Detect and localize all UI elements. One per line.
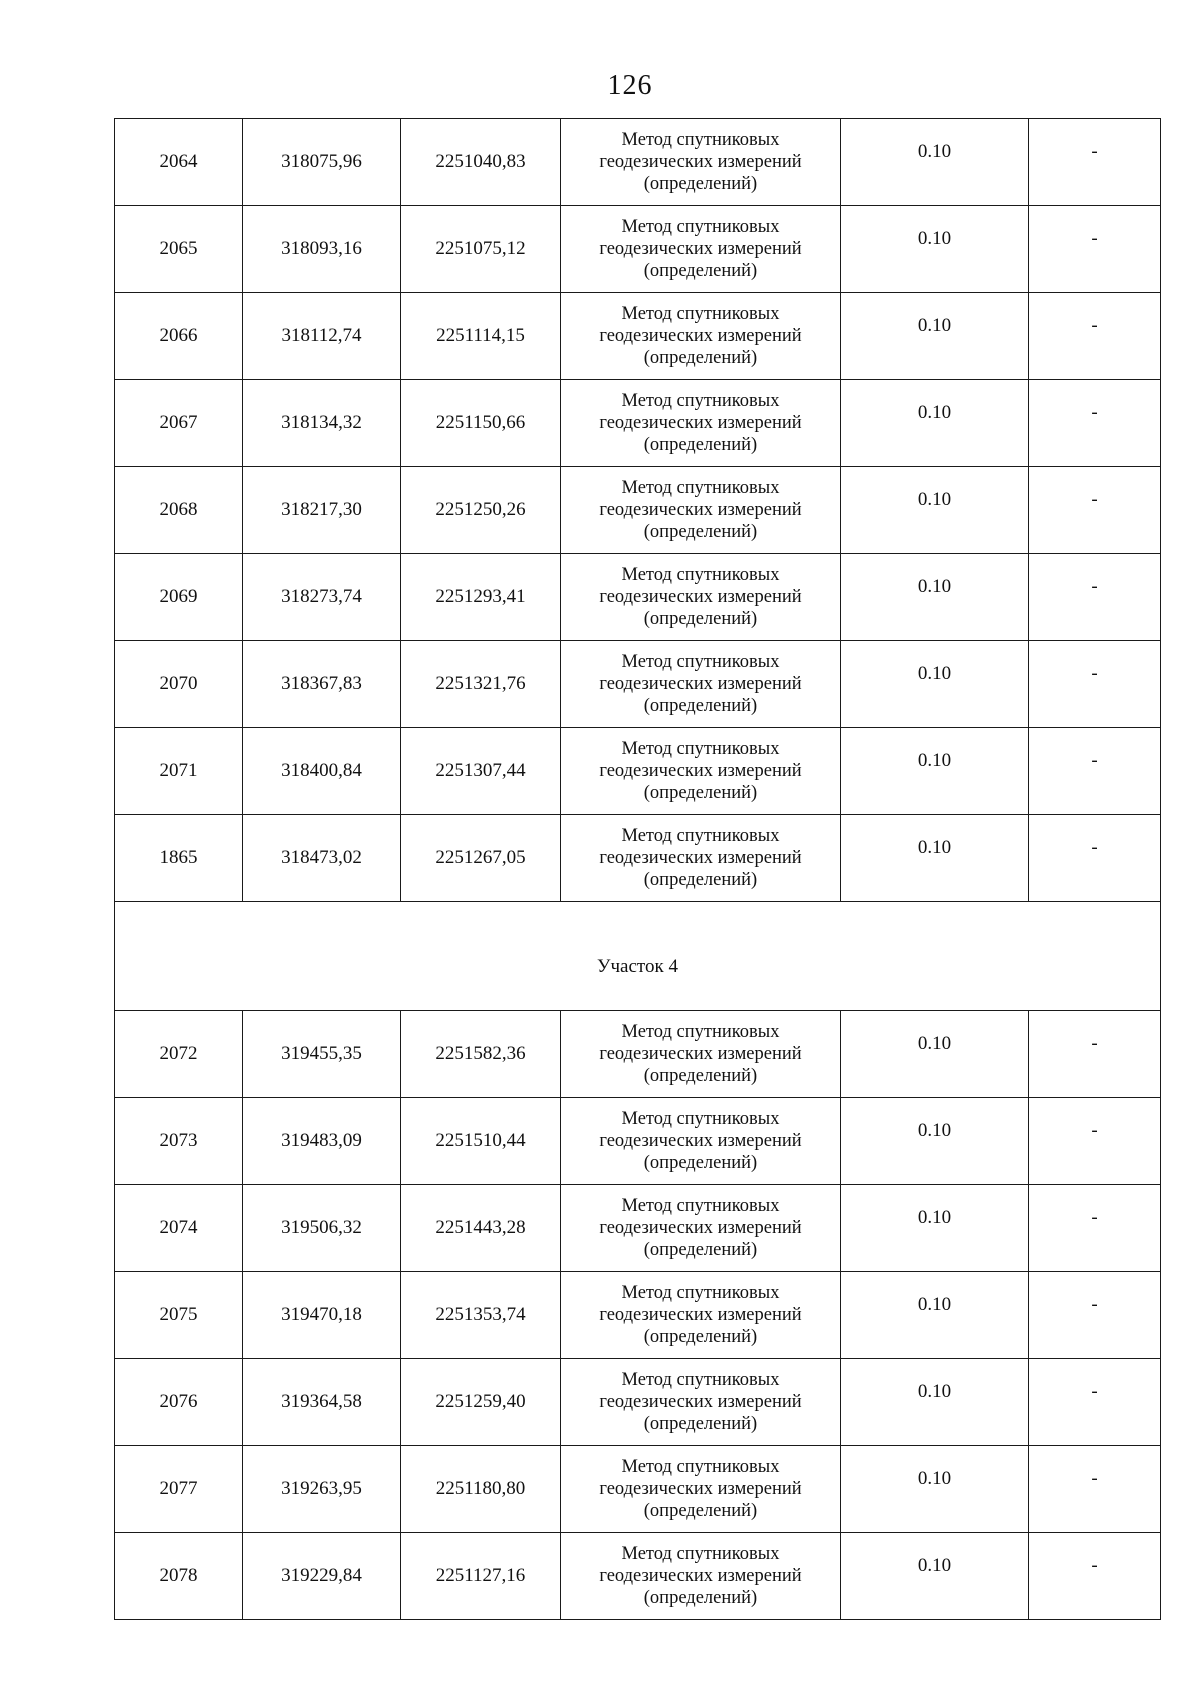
note-value: - bbox=[1091, 1207, 1098, 1228]
note-value: - bbox=[1091, 315, 1098, 336]
point-number: 2065 bbox=[115, 206, 243, 293]
point-number: 2071 bbox=[115, 728, 243, 815]
section-row bbox=[115, 902, 1161, 1011]
note-cell bbox=[1029, 1272, 1161, 1359]
note-value: - bbox=[1091, 1120, 1098, 1141]
note-value: - bbox=[1091, 1555, 1098, 1576]
section-title: Участок 4 bbox=[115, 902, 1161, 1011]
method-line: Метод спутниковых bbox=[621, 565, 780, 585]
table-row bbox=[115, 641, 1161, 728]
coord-x: 318093,16 bbox=[243, 206, 401, 293]
method-line: Метод спутниковых bbox=[621, 826, 780, 846]
method-cell bbox=[561, 1533, 841, 1620]
accuracy-value: 0.10 bbox=[917, 1555, 952, 1576]
method-line: (определений) bbox=[643, 1153, 758, 1173]
accuracy-cell bbox=[841, 380, 1029, 467]
method-line: (определений) bbox=[643, 1066, 758, 1086]
method-line: (определений) bbox=[643, 609, 758, 629]
point-number: 2068 bbox=[115, 467, 243, 554]
coord-x: 319229,84 bbox=[243, 1533, 401, 1620]
coord-x: 318273,74 bbox=[243, 554, 401, 641]
accuracy-value: 0.10 bbox=[917, 1207, 952, 1228]
method-cell bbox=[561, 1185, 841, 1272]
coord-y: 2251307,44 bbox=[401, 728, 561, 815]
coordinates-table bbox=[114, 118, 1161, 1620]
note-cell bbox=[1029, 293, 1161, 380]
coord-x: 319263,95 bbox=[243, 1446, 401, 1533]
accuracy-value: 0.10 bbox=[917, 141, 952, 162]
accuracy-cell bbox=[841, 1533, 1029, 1620]
method-line: геодезических измерений bbox=[599, 848, 802, 868]
accuracy-value: 0.10 bbox=[917, 837, 952, 858]
table-row bbox=[115, 380, 1161, 467]
accuracy-value: 0.10 bbox=[917, 402, 952, 423]
note-cell bbox=[1029, 119, 1161, 206]
method-cell bbox=[561, 1446, 841, 1533]
coord-y: 2251267,05 bbox=[401, 815, 561, 902]
method-line: геодезических измерений bbox=[599, 1566, 802, 1586]
accuracy-cell bbox=[841, 206, 1029, 293]
coord-y: 2251127,16 bbox=[401, 1533, 561, 1620]
accuracy-cell bbox=[841, 1359, 1029, 1446]
method-cell bbox=[561, 1272, 841, 1359]
coord-x: 319470,18 bbox=[243, 1272, 401, 1359]
method-line: (определений) bbox=[643, 1588, 758, 1608]
method-line: геодезических измерений bbox=[599, 1305, 802, 1325]
method-cell bbox=[561, 293, 841, 380]
note-cell bbox=[1029, 1446, 1161, 1533]
accuracy-cell bbox=[841, 467, 1029, 554]
method-line: геодезических измерений bbox=[599, 413, 802, 433]
note-value: - bbox=[1091, 1033, 1098, 1054]
coord-y: 2251114,15 bbox=[401, 293, 561, 380]
method-cell bbox=[561, 641, 841, 728]
method-line: (определений) bbox=[643, 696, 758, 716]
accuracy-value: 0.10 bbox=[917, 1381, 952, 1402]
point-number: 2069 bbox=[115, 554, 243, 641]
method-line: (определений) bbox=[643, 1414, 758, 1434]
point-number: 1865 bbox=[115, 815, 243, 902]
note-value: - bbox=[1091, 402, 1098, 423]
point-number: 2073 bbox=[115, 1098, 243, 1185]
table-row bbox=[115, 554, 1161, 641]
method-line: Метод спутниковых bbox=[621, 652, 780, 672]
accuracy-value: 0.10 bbox=[917, 750, 952, 771]
coord-y: 2251150,66 bbox=[401, 380, 561, 467]
note-cell bbox=[1029, 467, 1161, 554]
point-number: 2075 bbox=[115, 1272, 243, 1359]
method-cell bbox=[561, 1098, 841, 1185]
note-cell bbox=[1029, 554, 1161, 641]
note-cell bbox=[1029, 815, 1161, 902]
table-row bbox=[115, 1533, 1161, 1620]
coord-x: 318075,96 bbox=[243, 119, 401, 206]
table-row bbox=[115, 728, 1161, 815]
coord-y: 2251040,83 bbox=[401, 119, 561, 206]
note-cell bbox=[1029, 380, 1161, 467]
coord-x: 318367,83 bbox=[243, 641, 401, 728]
note-cell bbox=[1029, 1098, 1161, 1185]
method-line: (определений) bbox=[643, 1240, 758, 1260]
coord-x: 318217,30 bbox=[243, 467, 401, 554]
method-line: геодезических измерений bbox=[599, 1392, 802, 1412]
accuracy-cell bbox=[841, 1272, 1029, 1359]
accuracy-cell bbox=[841, 119, 1029, 206]
method-line: геодезических измерений bbox=[599, 326, 802, 346]
method-line: Метод спутниковых bbox=[621, 478, 780, 498]
method-line: геодезических измерений bbox=[599, 761, 802, 781]
method-line: (определений) bbox=[643, 174, 758, 194]
method-line: Метод спутниковых bbox=[621, 391, 780, 411]
accuracy-cell bbox=[841, 554, 1029, 641]
accuracy-cell bbox=[841, 728, 1029, 815]
accuracy-value: 0.10 bbox=[917, 1468, 952, 1489]
coord-y: 2251353,74 bbox=[401, 1272, 561, 1359]
method-line: геодезических измерений bbox=[599, 1044, 802, 1064]
table-row bbox=[115, 467, 1161, 554]
page-number: 126 bbox=[607, 70, 653, 101]
accuracy-cell bbox=[841, 641, 1029, 728]
point-number: 2066 bbox=[115, 293, 243, 380]
note-value: - bbox=[1091, 663, 1098, 684]
method-line: (определений) bbox=[643, 783, 758, 803]
note-value: - bbox=[1091, 1468, 1098, 1489]
coord-y: 2251582,36 bbox=[401, 1011, 561, 1098]
method-line: геодезических измерений bbox=[599, 239, 802, 259]
method-cell bbox=[561, 380, 841, 467]
note-cell bbox=[1029, 1011, 1161, 1098]
coord-y: 2251250,26 bbox=[401, 467, 561, 554]
note-value: - bbox=[1091, 489, 1098, 510]
coord-x: 318134,32 bbox=[243, 380, 401, 467]
coord-x: 319455,35 bbox=[243, 1011, 401, 1098]
method-cell bbox=[561, 119, 841, 206]
method-line: (определений) bbox=[643, 261, 758, 281]
method-line: геодезических измерений bbox=[599, 1218, 802, 1238]
point-number: 2078 bbox=[115, 1533, 243, 1620]
accuracy-value: 0.10 bbox=[917, 228, 952, 249]
note-cell bbox=[1029, 1185, 1161, 1272]
coord-x: 319364,58 bbox=[243, 1359, 401, 1446]
point-number: 2067 bbox=[115, 380, 243, 467]
method-line: (определений) bbox=[643, 1501, 758, 1521]
method-line: Метод спутниковых bbox=[621, 1283, 780, 1303]
method-cell bbox=[561, 467, 841, 554]
method-line: Метод спутниковых bbox=[621, 1457, 780, 1477]
method-line: Метод спутниковых bbox=[621, 739, 780, 759]
note-value: - bbox=[1091, 1294, 1098, 1315]
method-line: (определений) bbox=[643, 348, 758, 368]
method-line: Метод спутниковых bbox=[621, 130, 780, 150]
method-line: Метод спутниковых bbox=[621, 1544, 780, 1564]
accuracy-cell bbox=[841, 815, 1029, 902]
coord-y: 2251510,44 bbox=[401, 1098, 561, 1185]
coord-x: 318473,02 bbox=[243, 815, 401, 902]
note-cell bbox=[1029, 1533, 1161, 1620]
note-cell bbox=[1029, 728, 1161, 815]
note-cell bbox=[1029, 206, 1161, 293]
method-cell bbox=[561, 1011, 841, 1098]
table-row bbox=[115, 1185, 1161, 1272]
method-line: Метод спутниковых bbox=[621, 1196, 780, 1216]
accuracy-value: 0.10 bbox=[917, 315, 952, 336]
table-row bbox=[115, 1359, 1161, 1446]
point-number: 2070 bbox=[115, 641, 243, 728]
point-number: 2072 bbox=[115, 1011, 243, 1098]
accuracy-cell bbox=[841, 1098, 1029, 1185]
point-number: 2064 bbox=[115, 119, 243, 206]
note-value: - bbox=[1091, 750, 1098, 771]
accuracy-value: 0.10 bbox=[917, 1294, 952, 1315]
method-line: Метод спутниковых bbox=[621, 217, 780, 237]
table-row bbox=[115, 1272, 1161, 1359]
coord-y: 2251259,40 bbox=[401, 1359, 561, 1446]
method-cell bbox=[561, 815, 841, 902]
accuracy-value: 0.10 bbox=[917, 663, 952, 684]
note-value: - bbox=[1091, 576, 1098, 597]
method-line: (определений) bbox=[643, 522, 758, 542]
method-line: геодезических измерений bbox=[599, 1479, 802, 1499]
table-row bbox=[115, 1098, 1161, 1185]
note-cell bbox=[1029, 1359, 1161, 1446]
coord-y: 2251443,28 bbox=[401, 1185, 561, 1272]
method-cell bbox=[561, 554, 841, 641]
method-line: (определений) bbox=[643, 435, 758, 455]
note-value: - bbox=[1091, 1381, 1098, 1402]
method-line: геодезических измерений bbox=[599, 674, 802, 694]
table-row bbox=[115, 293, 1161, 380]
coord-y: 2251180,80 bbox=[401, 1446, 561, 1533]
method-line: (определений) bbox=[643, 1327, 758, 1347]
point-number: 2077 bbox=[115, 1446, 243, 1533]
coord-y: 2251321,76 bbox=[401, 641, 561, 728]
method-line: Метод спутниковых bbox=[621, 1109, 780, 1129]
method-cell bbox=[561, 728, 841, 815]
accuracy-cell bbox=[841, 1446, 1029, 1533]
accuracy-value: 0.10 bbox=[917, 1033, 952, 1054]
accuracy-value: 0.10 bbox=[917, 1120, 952, 1141]
accuracy-cell bbox=[841, 1011, 1029, 1098]
method-line: геодезических измерений bbox=[599, 500, 802, 520]
note-cell bbox=[1029, 641, 1161, 728]
coordinates-table-body bbox=[115, 119, 1161, 1620]
table-row bbox=[115, 119, 1161, 206]
table-row bbox=[115, 1446, 1161, 1533]
coord-x: 319506,32 bbox=[243, 1185, 401, 1272]
method-line: геодезических измерений bbox=[599, 152, 802, 172]
table-row bbox=[115, 815, 1161, 902]
coord-x: 318112,74 bbox=[243, 293, 401, 380]
method-cell bbox=[561, 206, 841, 293]
method-line: геодезических измерений bbox=[599, 587, 802, 607]
point-number: 2076 bbox=[115, 1359, 243, 1446]
note-value: - bbox=[1091, 141, 1098, 162]
method-cell bbox=[561, 1359, 841, 1446]
coord-x: 319483,09 bbox=[243, 1098, 401, 1185]
accuracy-cell bbox=[841, 293, 1029, 380]
coord-y: 2251075,12 bbox=[401, 206, 561, 293]
accuracy-value: 0.10 bbox=[917, 489, 952, 510]
coord-x: 318400,84 bbox=[243, 728, 401, 815]
point-number: 2074 bbox=[115, 1185, 243, 1272]
accuracy-cell bbox=[841, 1185, 1029, 1272]
method-line: Метод спутниковых bbox=[621, 1022, 780, 1042]
note-value: - bbox=[1091, 837, 1098, 858]
table-row bbox=[115, 206, 1161, 293]
method-line: Метод спутниковых bbox=[621, 1370, 780, 1390]
table-row bbox=[115, 1011, 1161, 1098]
method-line: (определений) bbox=[643, 870, 758, 890]
method-line: Метод спутниковых bbox=[621, 304, 780, 324]
accuracy-value: 0.10 bbox=[917, 576, 952, 597]
coord-y: 2251293,41 bbox=[401, 554, 561, 641]
method-line: геодезических измерений bbox=[599, 1131, 802, 1151]
note-value: - bbox=[1091, 228, 1098, 249]
